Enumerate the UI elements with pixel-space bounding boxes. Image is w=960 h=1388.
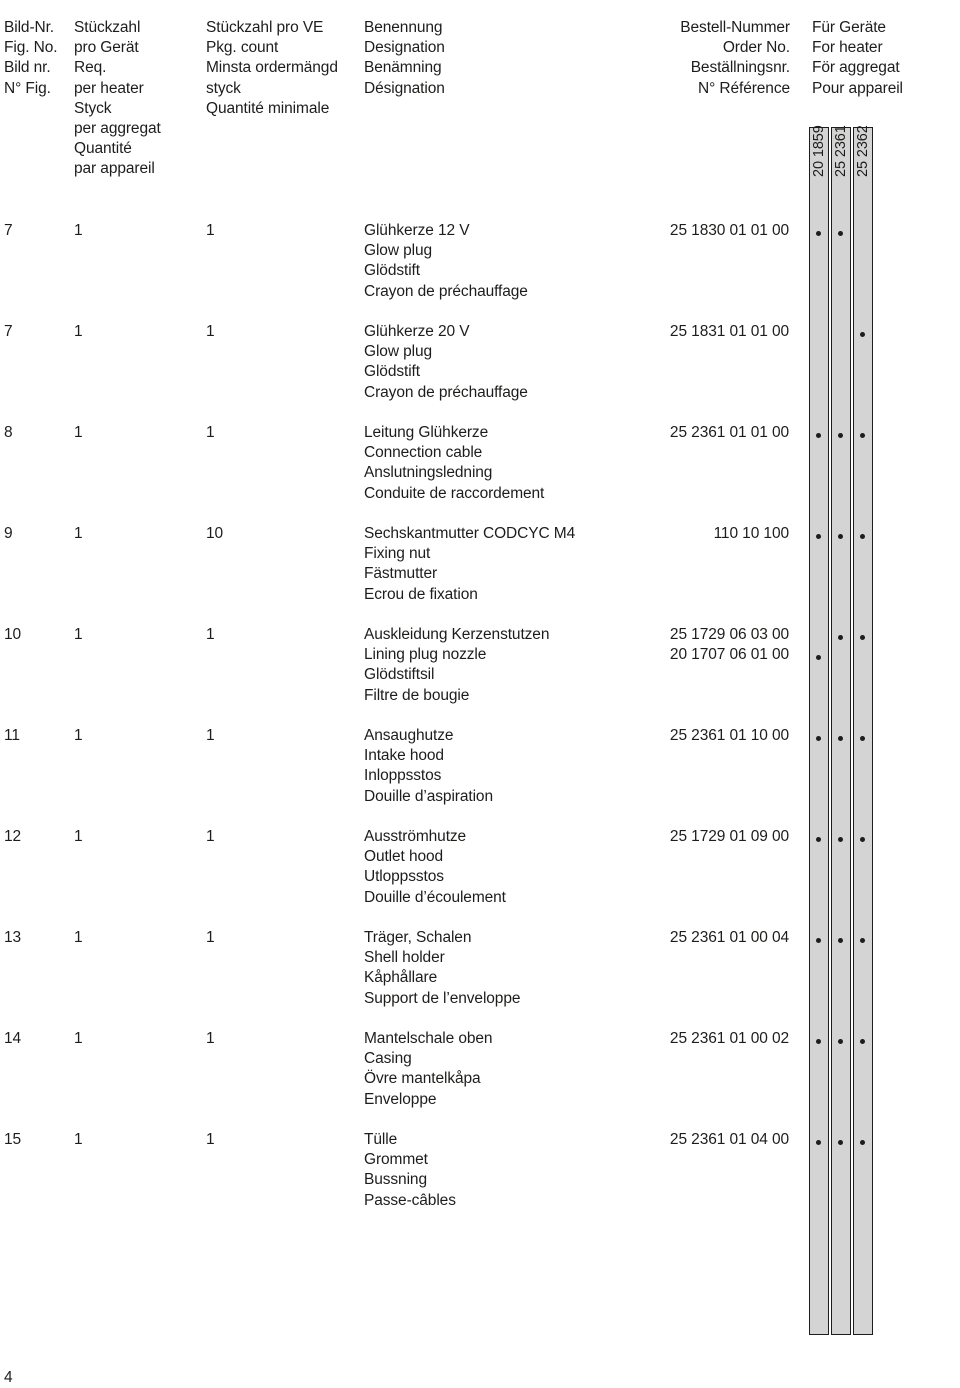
- part-req-qty: 1: [74, 1131, 83, 1148]
- header-req-line: per aggregat: [74, 120, 161, 138]
- part-order-no: 25 2361 01 00 02: [669, 1030, 789, 1047]
- header-order-no: [600, 18, 790, 99]
- header-desc-line: Désignation: [364, 79, 445, 97]
- fitment-dot: [838, 938, 843, 943]
- part-order-no: 110 10 100: [713, 525, 789, 542]
- header-desc-line: Designation: [364, 39, 445, 57]
- fitment-dot: [838, 635, 843, 640]
- part-designation-line: Ansaughutze: [364, 727, 454, 744]
- part-fig-no: 12: [4, 828, 22, 845]
- part-designation-line: Crayon de préchauffage: [364, 383, 528, 401]
- fitment-dot: [838, 231, 843, 236]
- part-designation-line: Glühkerze 20 V: [364, 323, 470, 340]
- part-designation-line: Support de l’enveloppe: [364, 989, 521, 1007]
- fitment-dot: [860, 534, 865, 539]
- part-fig-no: 9: [4, 525, 13, 542]
- part-designation-line: Filtre de bougie: [364, 686, 470, 704]
- heater-model-label: [853, 127, 873, 199]
- header-fig-no: [4, 18, 57, 99]
- part-designation-line: Träger, Schalen: [364, 929, 472, 946]
- part-designation-line: Tülle: [364, 1131, 398, 1148]
- part-designation: [364, 625, 549, 706]
- part-fig-no: 7: [4, 222, 13, 239]
- part-designation-line: Glödstift: [364, 262, 420, 280]
- part-designation-line: Sechskantmutter CODCYC M4: [364, 525, 576, 542]
- header-fig-line: N° Fig.: [4, 79, 51, 97]
- header-for-heater: [812, 18, 903, 99]
- fitment-dot: [816, 1039, 821, 1044]
- header-req-line: per heater: [74, 79, 144, 97]
- fitment-dot: [860, 1039, 865, 1044]
- part-designation-line: Kåphållare: [364, 969, 438, 987]
- part-order-no: 20 1707 06 01 00: [669, 646, 789, 664]
- part-designation-line: Casing: [364, 1050, 412, 1068]
- part-fig-no: 11: [4, 727, 20, 744]
- part-designation-line: Glödstift: [364, 363, 420, 381]
- header-fig-line: Bild-Nr.: [4, 19, 55, 36]
- part-designation: [364, 423, 544, 504]
- fitment-dot: [816, 736, 821, 741]
- header-desc-line: Benämning: [364, 59, 442, 77]
- part-designation-line: Anslutningsledning: [364, 464, 493, 482]
- header-pkg: [206, 18, 338, 119]
- header-heater-line: For heater: [812, 39, 883, 57]
- part-order-no: 25 2361 01 00 04: [669, 929, 789, 946]
- fitment-dot: [816, 433, 821, 438]
- part-designation-line: Auskleidung Kerzenstutzen: [364, 626, 550, 643]
- fitment-dot: [860, 837, 865, 842]
- header-order-line: Beställningsnr.: [690, 59, 790, 77]
- header-req-line: pro Gerät: [74, 39, 139, 57]
- part-designation-line: Fästmutter: [364, 565, 438, 583]
- part-pkg-count: 1: [206, 727, 215, 744]
- header-pkg-line: Quantité minimale: [206, 99, 330, 117]
- part-pkg-count: 1: [206, 626, 215, 643]
- part-req-qty: 1: [74, 525, 83, 542]
- part-req-qty: 1: [74, 323, 83, 340]
- header-req-line: par appareil: [74, 160, 155, 178]
- part-designation-line: Bussning: [364, 1171, 427, 1189]
- part-designation: [364, 1029, 492, 1110]
- part-designation-line: Glow plug: [364, 242, 433, 260]
- part-order-no: 25 2361 01 01 00: [669, 424, 789, 441]
- header-desc-line: Benennung: [364, 19, 443, 36]
- part-designation-line: Lining plug nozzle: [364, 646, 487, 664]
- part-pkg-count: 1: [206, 828, 215, 845]
- header-pkg-line: Pkg. count: [206, 39, 279, 57]
- header-req-line: Stückzahl: [74, 19, 141, 36]
- header-req-line: Req.: [74, 59, 107, 77]
- part-designation-line: Enveloppe: [364, 1090, 437, 1108]
- part-designation-line: Glow plug: [364, 343, 433, 361]
- header-order-line: Order No.: [722, 39, 790, 57]
- part-designation-line: Shell holder: [364, 949, 445, 967]
- fitment-dot: [816, 938, 821, 943]
- header-pkg-line: styck: [206, 79, 241, 97]
- heater-column-band: [853, 127, 873, 1335]
- part-designation: [364, 1130, 456, 1211]
- fitment-dot: [838, 736, 843, 741]
- part-order-no: 25 2361 01 10 00: [669, 727, 789, 744]
- part-fig-no: 13: [4, 929, 22, 946]
- part-designation-line: Douille d’aspiration: [364, 787, 493, 805]
- part-pkg-count: 1: [206, 424, 215, 441]
- fitment-dot: [860, 736, 865, 741]
- part-designation: [364, 827, 506, 908]
- fitment-dot: [860, 635, 865, 640]
- part-designation-line: Glödstiftsil: [364, 666, 435, 684]
- part-pkg-count: 1: [206, 1131, 215, 1148]
- header-heater-line: Für Geräte: [812, 19, 886, 36]
- part-designation-line: Passe-câbles: [364, 1191, 456, 1209]
- part-order-no: 25 2361 01 04 00: [669, 1131, 789, 1148]
- header-req-line: Quantité: [74, 140, 132, 158]
- page-number: 4: [4, 1369, 13, 1386]
- heater-model-label: [831, 127, 851, 199]
- part-designation-line: Inloppsstos: [364, 767, 442, 785]
- fitment-dot: [838, 433, 843, 438]
- part-designation-line: Outlet hood: [364, 848, 444, 866]
- part-designation-line: Ecrou de fixation: [364, 585, 478, 603]
- part-designation-line: Övre mantelkåpa: [364, 1070, 481, 1088]
- part-designation-line: Conduite de raccordement: [364, 484, 545, 502]
- fitment-dot: [816, 534, 821, 539]
- fitment-dot: [838, 534, 843, 539]
- header-fig-line: Fig. No.: [4, 39, 58, 57]
- fitment-dot: [860, 433, 865, 438]
- heater-model-label: [809, 127, 829, 199]
- part-designation: [364, 524, 575, 605]
- part-req-qty: 1: [74, 828, 83, 845]
- heater-column-band: [809, 127, 829, 1335]
- part-designation-line: Crayon de préchauffage: [364, 282, 528, 300]
- part-designation-line: Douille d’écoulement: [364, 888, 506, 906]
- part-req-qty: 1: [74, 929, 83, 946]
- part-designation-line: Utloppsstos: [364, 868, 444, 886]
- header-pkg-line: Stückzahl pro VE: [206, 19, 324, 36]
- part-designation-line: Glühkerze 12 V: [364, 222, 470, 239]
- fitment-dot: [860, 1140, 865, 1145]
- fitment-dot: [838, 1140, 843, 1145]
- fitment-dot: [860, 938, 865, 943]
- part-order-no: 25 1830 01 01 00: [669, 222, 789, 239]
- part-designation-line: Connection cable: [364, 444, 483, 462]
- heater-column-band: [831, 127, 851, 1335]
- fitment-dot: [838, 1039, 843, 1044]
- fitment-dot: [816, 1140, 821, 1145]
- heater-model-text: 25 2361: [833, 125, 849, 177]
- header-req-line: Styck: [74, 99, 112, 117]
- header-fig-line: Bild nr.: [4, 59, 51, 77]
- part-req-qty: 1: [74, 222, 83, 239]
- part-designation: [364, 221, 528, 302]
- part-req-qty: 1: [74, 727, 83, 744]
- fitment-dot: [816, 837, 821, 842]
- part-pkg-count: 1: [206, 323, 215, 340]
- part-fig-no: 14: [4, 1030, 22, 1047]
- fitment-dot: [816, 231, 821, 236]
- header-heater-line: Pour appareil: [812, 79, 903, 97]
- part-order-no: 25 1729 06 03 00: [669, 626, 789, 643]
- part-fig-no: 15: [4, 1131, 22, 1148]
- part-req-qty: 1: [74, 626, 83, 643]
- part-designation-line: Mantelschale oben: [364, 1030, 493, 1047]
- header-order-line: Bestell-Nummer: [680, 19, 790, 36]
- part-designation-line: Grommet: [364, 1151, 428, 1169]
- part-pkg-count: 1: [206, 929, 215, 946]
- header-order-line: N° Référence: [697, 79, 790, 97]
- fitment-dot: [838, 837, 843, 842]
- header-heater-line: För aggregat: [812, 59, 900, 77]
- header-designation: [364, 18, 445, 99]
- part-pkg-count: 1: [206, 222, 215, 239]
- part-designation-line: Leitung Glühkerze: [364, 424, 489, 441]
- heater-model-text: 25 2362: [855, 125, 871, 177]
- part-designation: [364, 322, 528, 403]
- part-fig-no: 8: [4, 424, 13, 441]
- fitment-dot: [860, 332, 865, 337]
- heater-model-text: 20 1859: [811, 125, 827, 177]
- part-pkg-count: 1: [206, 1030, 215, 1047]
- header-req: [74, 18, 161, 180]
- part-designation: [364, 928, 520, 1009]
- part-designation-line: Fixing nut: [364, 545, 431, 563]
- part-designation-line: Ausströmhutze: [364, 828, 467, 845]
- part-fig-no: 10: [4, 626, 22, 643]
- header-pkg-line: Minsta ordermängd: [206, 59, 338, 77]
- part-designation: [364, 726, 493, 807]
- part-pkg-count: 10: [206, 525, 224, 542]
- part-order-no: 25 1831 01 01 00: [669, 323, 789, 340]
- part-designation-line: Intake hood: [364, 747, 444, 765]
- part-fig-no: 7: [4, 323, 13, 340]
- part-req-qty: 1: [74, 1030, 83, 1047]
- part-req-qty: 1: [74, 424, 83, 441]
- part-order-no: 25 1729 01 09 00: [669, 828, 789, 845]
